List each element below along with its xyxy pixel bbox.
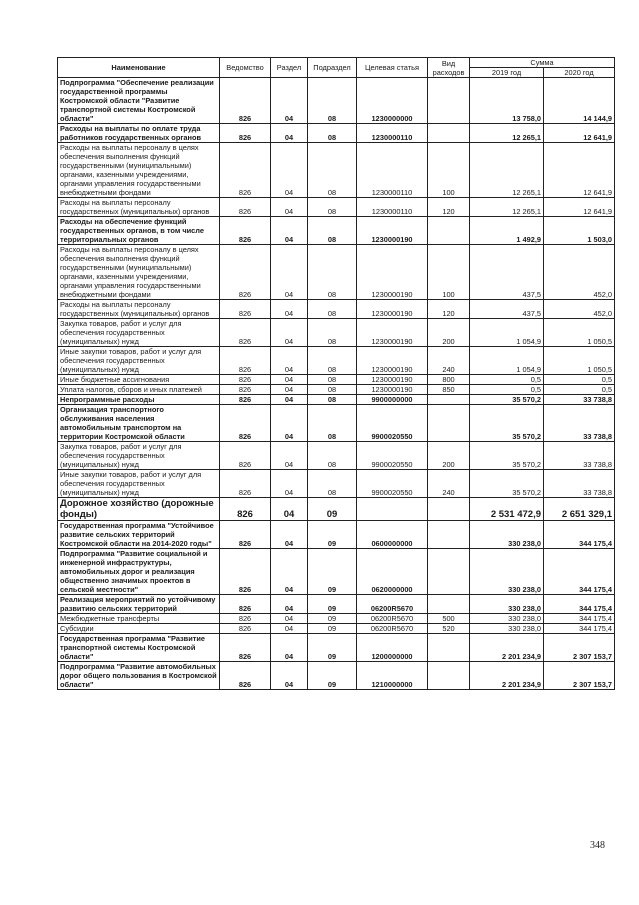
row-podrazdel: 08 bbox=[308, 143, 357, 198]
row-2020: 344 175,4 bbox=[544, 521, 615, 549]
row-2020: 452,0 bbox=[544, 245, 615, 300]
row-target: 1230000190 bbox=[357, 347, 428, 375]
row-2020: 344 175,4 bbox=[544, 614, 615, 624]
row-target: 06200R5670 bbox=[357, 595, 428, 614]
header-sum: Сумма bbox=[470, 58, 615, 68]
row-target: 1230000190 bbox=[357, 319, 428, 347]
row-2019: 330 238,0 bbox=[470, 614, 544, 624]
row-2019: 437,5 bbox=[470, 300, 544, 319]
row-target: 06200R5670 bbox=[357, 624, 428, 634]
row-name: Подпрограмма "Обеспечение реализации государственной программы Костромской области "Развитие транспортной системы Костромской области" bbox=[58, 78, 220, 124]
row-name: Закупка товаров, работ и услуг для обеспечения государственных (муниципальных) нужд bbox=[58, 319, 220, 347]
row-vid: 100 bbox=[428, 143, 470, 198]
row-2019: 35 570,2 bbox=[470, 470, 544, 498]
table-row bbox=[58, 634, 615, 662]
row-name: Субсидии bbox=[58, 624, 220, 634]
row-razdel: 04 bbox=[271, 549, 308, 595]
row-vid: 100 bbox=[428, 245, 470, 300]
row-vedomstvo: 826 bbox=[220, 470, 271, 498]
row-2019: 330 238,0 bbox=[470, 549, 544, 595]
header-target: Целевая статья bbox=[357, 58, 428, 78]
row-target: 1230000190 bbox=[357, 300, 428, 319]
row-razdel: 04 bbox=[271, 634, 308, 662]
row-target: 1230000000 bbox=[357, 78, 428, 124]
table-row bbox=[58, 124, 615, 143]
row-vid bbox=[428, 405, 470, 442]
row-vedomstvo: 826 bbox=[220, 143, 271, 198]
table-row bbox=[58, 143, 615, 198]
row-vedomstvo: 826 bbox=[220, 245, 271, 300]
table-row bbox=[58, 319, 615, 347]
table-row bbox=[58, 498, 615, 521]
row-vid bbox=[428, 78, 470, 124]
table-row bbox=[58, 470, 615, 498]
row-2020: 0,5 bbox=[544, 375, 615, 385]
row-2019: 2 201 234,9 bbox=[470, 634, 544, 662]
row-2020: 12 641,9 bbox=[544, 198, 615, 217]
row-podrazdel: 08 bbox=[308, 442, 357, 470]
header-razdel: Раздел bbox=[271, 58, 308, 78]
row-2020: 344 175,4 bbox=[544, 595, 615, 614]
row-podrazdel: 08 bbox=[308, 78, 357, 124]
row-vedomstvo: 826 bbox=[220, 395, 271, 405]
table-row bbox=[58, 614, 615, 624]
row-target: 1230000110 bbox=[357, 143, 428, 198]
row-vid: 120 bbox=[428, 198, 470, 217]
row-name: Иные закупки товаров, работ и услуг для обеспечения государственных (муниципальных) нужд bbox=[58, 347, 220, 375]
row-target: 1210000000 bbox=[357, 662, 428, 690]
row-2019: 12 265,1 bbox=[470, 143, 544, 198]
row-vid: 500 bbox=[428, 614, 470, 624]
row-target: 9900020550 bbox=[357, 470, 428, 498]
row-target: 0600000000 bbox=[357, 521, 428, 549]
header-2020: 2020 год bbox=[544, 68, 615, 78]
row-vid bbox=[428, 124, 470, 143]
row-2020: 1 050,5 bbox=[544, 347, 615, 375]
row-vedomstvo: 826 bbox=[220, 217, 271, 245]
table-row bbox=[58, 300, 615, 319]
table-row bbox=[58, 375, 615, 385]
table-row bbox=[58, 549, 615, 595]
row-vid: 800 bbox=[428, 375, 470, 385]
row-razdel: 04 bbox=[271, 300, 308, 319]
row-2019: 0,5 bbox=[470, 385, 544, 395]
row-podrazdel: 08 bbox=[308, 198, 357, 217]
table-row bbox=[58, 595, 615, 614]
row-target bbox=[357, 498, 428, 521]
row-2020: 344 175,4 bbox=[544, 549, 615, 595]
row-target: 9900020550 bbox=[357, 442, 428, 470]
row-2019: 330 238,0 bbox=[470, 624, 544, 634]
budget-table bbox=[57, 57, 615, 690]
row-razdel: 04 bbox=[271, 375, 308, 385]
row-target: 1230000190 bbox=[357, 375, 428, 385]
row-razdel: 04 bbox=[271, 442, 308, 470]
row-razdel: 04 bbox=[271, 78, 308, 124]
row-vid: 520 bbox=[428, 624, 470, 634]
row-2020: 33 738,8 bbox=[544, 442, 615, 470]
row-2019: 35 570,2 bbox=[470, 442, 544, 470]
row-razdel: 04 bbox=[271, 217, 308, 245]
row-podrazdel: 08 bbox=[308, 245, 357, 300]
row-vid: 240 bbox=[428, 470, 470, 498]
row-vid bbox=[428, 498, 470, 521]
row-2019: 1 492,9 bbox=[470, 217, 544, 245]
row-2019: 13 758,0 bbox=[470, 78, 544, 124]
row-vedomstvo: 826 bbox=[220, 549, 271, 595]
row-2019: 1 054,9 bbox=[470, 347, 544, 375]
row-2019: 0,5 bbox=[470, 375, 544, 385]
row-vid: 200 bbox=[428, 319, 470, 347]
row-vedomstvo: 826 bbox=[220, 78, 271, 124]
header-podrazdel: Подраздел bbox=[308, 58, 357, 78]
header-2019: 2019 год bbox=[470, 68, 544, 78]
row-vid: 120 bbox=[428, 300, 470, 319]
row-name: Иные закупки товаров, работ и услуг для обеспечения государственных (муниципальных) нужд bbox=[58, 470, 220, 498]
row-vedomstvo: 826 bbox=[220, 521, 271, 549]
row-razdel: 04 bbox=[271, 385, 308, 395]
row-vedomstvo: 826 bbox=[220, 319, 271, 347]
row-2020: 12 641,9 bbox=[544, 143, 615, 198]
row-podrazdel: 08 bbox=[308, 405, 357, 442]
row-razdel: 04 bbox=[271, 245, 308, 300]
row-target: 1230000110 bbox=[357, 124, 428, 143]
row-2020: 344 175,4 bbox=[544, 624, 615, 634]
row-name: Иные бюджетные ассигнования bbox=[58, 375, 220, 385]
row-vedomstvo: 826 bbox=[220, 624, 271, 634]
row-name: Государственная программа "Развитие транспортной системы Костромской области" bbox=[58, 634, 220, 662]
row-podrazdel: 09 bbox=[308, 614, 357, 624]
row-vid bbox=[428, 549, 470, 595]
row-2019: 35 570,2 bbox=[470, 395, 544, 405]
row-2020: 33 738,8 bbox=[544, 405, 615, 442]
row-podrazdel: 09 bbox=[308, 634, 357, 662]
table-row bbox=[58, 442, 615, 470]
row-podrazdel: 08 bbox=[308, 470, 357, 498]
row-2020: 0,5 bbox=[544, 385, 615, 395]
row-2020: 452,0 bbox=[544, 300, 615, 319]
row-podrazdel: 09 bbox=[308, 595, 357, 614]
table-row bbox=[58, 405, 615, 442]
row-razdel: 04 bbox=[271, 624, 308, 634]
row-podrazdel: 08 bbox=[308, 385, 357, 395]
row-podrazdel: 08 bbox=[308, 217, 357, 245]
row-vedomstvo: 826 bbox=[220, 198, 271, 217]
row-2019: 330 238,0 bbox=[470, 521, 544, 549]
table-row bbox=[58, 521, 615, 549]
row-vid: 850 bbox=[428, 385, 470, 395]
row-podrazdel: 09 bbox=[308, 662, 357, 690]
row-2020: 14 144,9 bbox=[544, 78, 615, 124]
budget-table-sheet bbox=[57, 57, 614, 690]
row-name: Дорожное хозяйство (дорожные фонды) bbox=[58, 498, 220, 521]
row-razdel: 04 bbox=[271, 395, 308, 405]
table-row bbox=[58, 245, 615, 300]
row-razdel: 04 bbox=[271, 595, 308, 614]
row-2020: 1 503,0 bbox=[544, 217, 615, 245]
row-name: Реализация мероприятий по устойчивому развитию сельских территорий bbox=[58, 595, 220, 614]
row-name: Подпрограмма "Развитие социальной и инженерной инфраструктуры, автомобильных дорог и реализация общественно значимых проектов в сельской местности" bbox=[58, 549, 220, 595]
row-vid: 200 bbox=[428, 442, 470, 470]
row-target: 06200R5670 bbox=[357, 614, 428, 624]
row-podrazdel: 08 bbox=[308, 319, 357, 347]
row-vedomstvo: 826 bbox=[220, 347, 271, 375]
row-name: Государственная программа "Устойчивое развитие сельских территорий Костромской области на 2014-2020 годы" bbox=[58, 521, 220, 549]
table-row bbox=[58, 395, 615, 405]
row-2019: 330 238,0 bbox=[470, 595, 544, 614]
row-name: Подпрограмма "Развитие автомобильных дорог общего пользования в Костромской области" bbox=[58, 662, 220, 690]
row-name: Закупка товаров, работ и услуг для обеспечения государственных (муниципальных) нужд bbox=[58, 442, 220, 470]
table-row bbox=[58, 217, 615, 245]
header-vedomstvo: Ведомство bbox=[220, 58, 271, 78]
row-razdel: 04 bbox=[271, 614, 308, 624]
table-row bbox=[58, 347, 615, 375]
row-name: Расходы на обеспечение функций государственных органов, в том числе территориальных органов bbox=[58, 217, 220, 245]
row-target: 1230000190 bbox=[357, 217, 428, 245]
row-podrazdel: 08 bbox=[308, 300, 357, 319]
row-podrazdel: 09 bbox=[308, 549, 357, 595]
row-vedomstvo: 826 bbox=[220, 595, 271, 614]
row-razdel: 04 bbox=[271, 124, 308, 143]
row-target: 1230000190 bbox=[357, 245, 428, 300]
row-podrazdel: 09 bbox=[308, 624, 357, 634]
row-vid bbox=[428, 521, 470, 549]
row-vid bbox=[428, 662, 470, 690]
row-vedomstvo: 826 bbox=[220, 375, 271, 385]
row-vid bbox=[428, 634, 470, 662]
row-name: Непрограммные расходы bbox=[58, 395, 220, 405]
row-podrazdel: 08 bbox=[308, 395, 357, 405]
row-name: Расходы на выплаты персоналу в целях обеспечения выполнения функций государственными (муниципальными) органами, казенными учреждениями, органами управления государственными внебюджетными фондами bbox=[58, 143, 220, 198]
row-2020: 2 307 153,7 bbox=[544, 662, 615, 690]
row-podrazdel: 08 bbox=[308, 375, 357, 385]
row-razdel: 04 bbox=[271, 143, 308, 198]
row-podrazdel: 09 bbox=[308, 498, 357, 521]
row-name: Организация транспортного обслуживания населения автомобильным транспортом на территории Костромской области bbox=[58, 405, 220, 442]
row-2019: 2 201 234,9 bbox=[470, 662, 544, 690]
row-podrazdel: 09 bbox=[308, 521, 357, 549]
row-razdel: 04 bbox=[271, 405, 308, 442]
row-2019: 1 054,9 bbox=[470, 319, 544, 347]
table-row bbox=[58, 624, 615, 634]
row-2020: 12 641,9 bbox=[544, 124, 615, 143]
budget-table-body bbox=[58, 78, 615, 690]
row-razdel: 04 bbox=[271, 470, 308, 498]
row-2020: 33 738,8 bbox=[544, 395, 615, 405]
page-number: 348 bbox=[590, 840, 605, 851]
row-2019: 2 531 472,9 bbox=[470, 498, 544, 521]
row-razdel: 04 bbox=[271, 198, 308, 217]
table-row bbox=[58, 78, 615, 124]
row-2019: 12 265,1 bbox=[470, 198, 544, 217]
row-name: Расходы на выплаты персоналу государственных (муниципальных) органов bbox=[58, 198, 220, 217]
row-2019: 35 570,2 bbox=[470, 405, 544, 442]
row-razdel: 04 bbox=[271, 319, 308, 347]
row-2020: 1 050,5 bbox=[544, 319, 615, 347]
row-2019: 12 265,1 bbox=[470, 124, 544, 143]
row-vid bbox=[428, 217, 470, 245]
row-2020: 33 738,8 bbox=[544, 470, 615, 498]
row-target: 0620000000 bbox=[357, 549, 428, 595]
row-2020: 2 651 329,1 bbox=[544, 498, 615, 521]
row-2019: 437,5 bbox=[470, 245, 544, 300]
table-row bbox=[58, 385, 615, 395]
row-vedomstvo: 826 bbox=[220, 385, 271, 395]
row-vedomstvo: 826 bbox=[220, 634, 271, 662]
row-vedomstvo: 826 bbox=[220, 498, 271, 521]
row-name: Расходы на выплаты персоналу в целях обеспечения выполнения функций государственными (муниципальными) органами, казенными учреждениями, органами управления государственными внебюджетными фондами bbox=[58, 245, 220, 300]
row-vedomstvo: 826 bbox=[220, 124, 271, 143]
row-target: 1200000000 bbox=[357, 634, 428, 662]
header-name: Наименование bbox=[58, 58, 220, 78]
row-razdel: 04 bbox=[271, 347, 308, 375]
row-target: 1230000110 bbox=[357, 198, 428, 217]
row-target: 9900000000 bbox=[357, 395, 428, 405]
row-podrazdel: 08 bbox=[308, 347, 357, 375]
row-vedomstvo: 826 bbox=[220, 405, 271, 442]
row-podrazdel: 08 bbox=[308, 124, 357, 143]
row-vid bbox=[428, 595, 470, 614]
row-target: 1230000190 bbox=[357, 385, 428, 395]
table-row bbox=[58, 662, 615, 690]
row-razdel: 04 bbox=[271, 521, 308, 549]
header-vid: Вид расходов bbox=[428, 58, 470, 78]
row-vedomstvo: 826 bbox=[220, 614, 271, 624]
row-name: Уплата налогов, сборов и иных платежей bbox=[58, 385, 220, 395]
row-vedomstvo: 826 bbox=[220, 300, 271, 319]
row-2020: 2 307 153,7 bbox=[544, 634, 615, 662]
row-vedomstvo: 826 bbox=[220, 662, 271, 690]
row-vedomstvo: 826 bbox=[220, 442, 271, 470]
row-name: Расходы на выплаты персоналу государственных (муниципальных) органов bbox=[58, 300, 220, 319]
row-razdel: 04 bbox=[271, 662, 308, 690]
row-vid bbox=[428, 395, 470, 405]
table-row bbox=[58, 198, 615, 217]
row-name: Расходы на выплаты по оплате труда работников государственных органов bbox=[58, 124, 220, 143]
row-vid: 240 bbox=[428, 347, 470, 375]
row-name: Межбюджетные трансферты bbox=[58, 614, 220, 624]
row-target: 9900020550 bbox=[357, 405, 428, 442]
row-razdel: 04 bbox=[271, 498, 308, 521]
